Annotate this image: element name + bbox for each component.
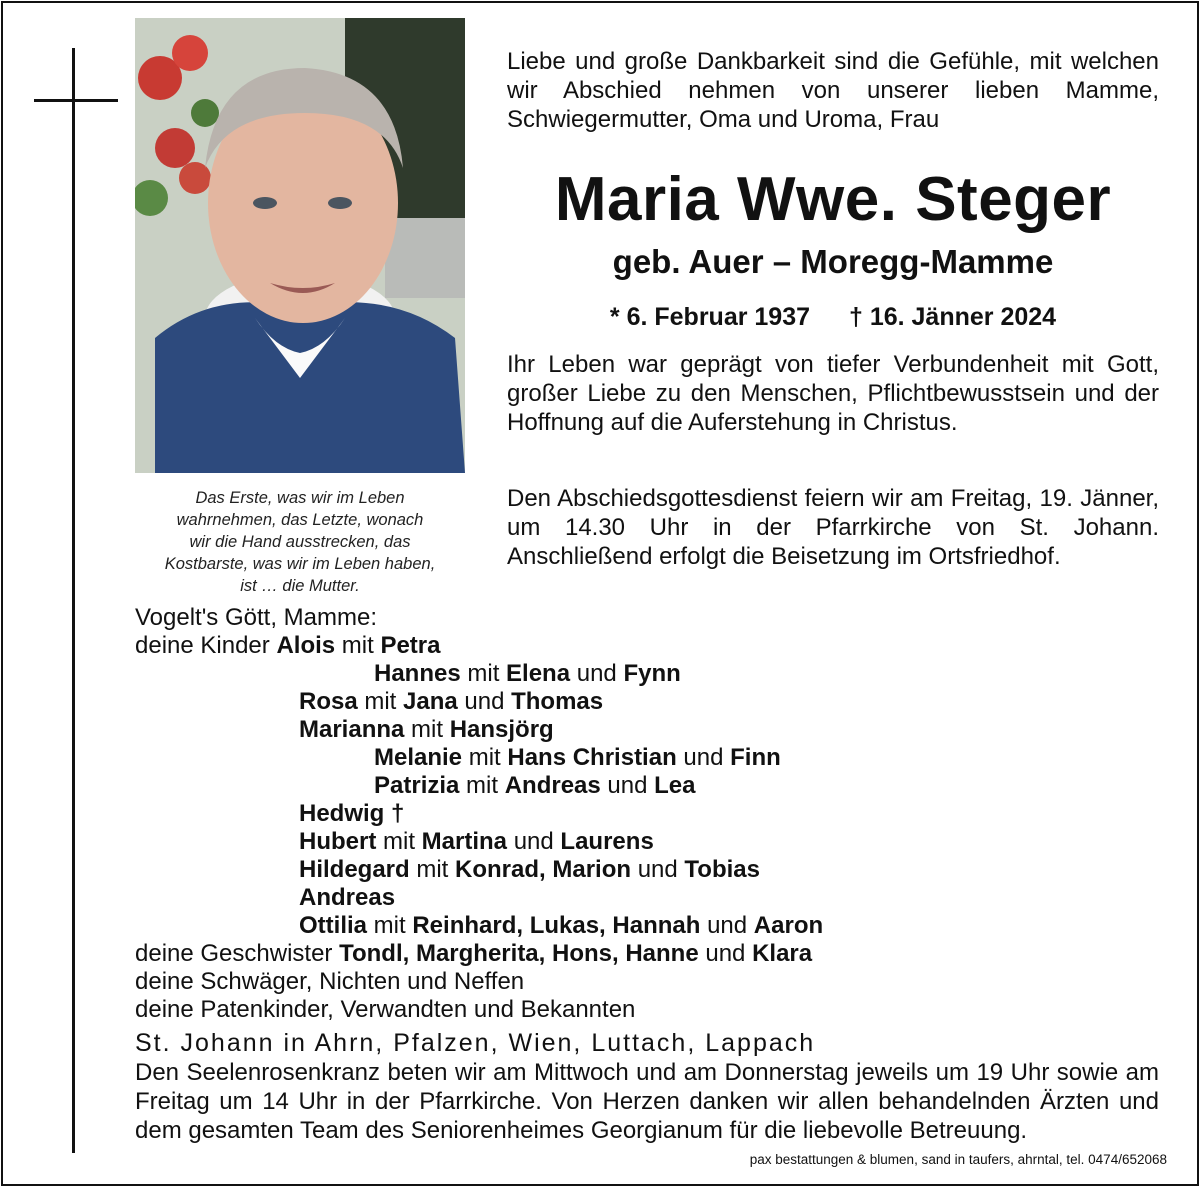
family-name: Tobias xyxy=(684,856,760,883)
family-text: mit xyxy=(335,632,381,659)
cross-icon-vertical xyxy=(72,48,75,1153)
family-text: deine Schwäger, Nichten und Neffen xyxy=(135,968,525,995)
family-text: mit xyxy=(357,688,404,715)
family-text: mit xyxy=(367,912,413,939)
family-name: Marianna xyxy=(299,716,405,743)
family-text: und xyxy=(600,772,655,799)
family-name: Jana xyxy=(403,688,458,715)
family-line xyxy=(135,632,441,660)
family-name: Tondl, Margherita, Hons, Hanne xyxy=(339,940,699,967)
intro-text: Liebe und große Dankbarkeit sind die Gefühle, mit welchen wir Abschied nehmen von unserer lieben Mamme, Schwiegermutter, Oma und Uroma, Frau xyxy=(507,48,1159,133)
family-line xyxy=(299,856,760,884)
family-text: und xyxy=(631,856,685,883)
family-text: und xyxy=(676,744,731,771)
family-text: mit xyxy=(462,744,508,771)
family-line xyxy=(135,996,635,1024)
family-name: Konrad, Marion xyxy=(455,856,632,883)
family-line xyxy=(299,828,654,856)
family-name: Petra xyxy=(380,632,441,659)
life-paragraph: Ihr Leben war geprägt von tiefer Verbundenheit mit Gott, großer Liebe zu den Menschen, Pflichtbewusstsein und der Hoffnung auf die Auferstehung in Christus. xyxy=(507,351,1159,436)
portrait-photo xyxy=(135,18,465,473)
family-name: Andreas xyxy=(299,884,396,911)
family-line xyxy=(374,660,681,688)
family-text: und xyxy=(457,688,512,715)
family-name: Hannes xyxy=(374,660,461,687)
birth-date: * 6. Februar 1937 xyxy=(609,303,811,331)
family-text: und xyxy=(698,940,753,967)
family-intro: Vogelt's Gött, Mamme: xyxy=(135,604,378,631)
caption-line: Kostbarste, was wir im Leben haben, xyxy=(164,555,436,573)
family-name: Rosa xyxy=(299,688,358,715)
family-name: Reinhard, Lukas, Hannah xyxy=(412,912,701,939)
family-line xyxy=(299,884,395,912)
closing-paragraph: Den Seelenrosenkranz beten wir am Mittwoch und am Donnerstag jeweils um 19 Uhr sowie am Freitag um 14 Uhr in der Pfarrkirche. Von Herzen danken wir allen behandelnden Ärzten und dem gesamten Team des Seniorenheimes Georgianum für die liebevolle Betreuung. xyxy=(135,1059,1159,1144)
family-line xyxy=(135,968,524,996)
family-name: Klara xyxy=(752,940,813,967)
family-name: Hansjörg xyxy=(449,716,554,743)
family-line xyxy=(135,940,812,968)
family-name: Melanie xyxy=(374,744,463,771)
family-name: Hedwig † xyxy=(299,800,405,827)
family-line xyxy=(374,772,696,800)
photo-caption xyxy=(130,487,470,597)
family-name: Alois xyxy=(276,632,336,659)
funeral-paragraph: Den Abschiedsgottesdienst feiern wir am Freitag, 19. Jänner, um 14.30 Uhr in der Pfarrkirche von St. Johann. Anschließend erfolgt die Beisetzung im Ortsfriedhof. xyxy=(507,485,1159,570)
family-text: und xyxy=(700,912,754,939)
family-text: deine Geschwister xyxy=(135,940,340,967)
family-name: Hans Christian xyxy=(507,744,677,771)
family-text: mit xyxy=(376,828,422,855)
family-name: Elena xyxy=(506,660,571,687)
family-name: Lea xyxy=(654,772,696,799)
family-text: mit xyxy=(459,772,505,799)
family-name: Ottilia xyxy=(299,912,368,939)
family-name: Fynn xyxy=(623,660,681,687)
family-line xyxy=(299,912,823,940)
family-name: Finn xyxy=(730,744,781,771)
family-name: Andreas xyxy=(504,772,601,799)
caption-line: ist … die Mutter. xyxy=(240,577,360,595)
family-text: mit xyxy=(460,660,507,687)
family-name: Martina xyxy=(421,828,508,855)
family-name: Thomas xyxy=(511,688,604,715)
family-text: deine Kinder xyxy=(135,632,277,659)
family-text: und xyxy=(570,660,624,687)
family-name: Laurens xyxy=(560,828,654,855)
family-line xyxy=(299,800,404,828)
family-name: Patrizia xyxy=(374,772,460,799)
caption-line: Das Erste, was wir im Leben xyxy=(195,489,405,507)
family-line xyxy=(299,716,554,744)
deceased-name: Maria Wwe. Steger xyxy=(554,165,1112,234)
family-name: Hildegard xyxy=(299,856,410,883)
caption-line: wir die Hand ausstrecken, das xyxy=(189,533,411,551)
family-line xyxy=(374,744,781,772)
family-text: und xyxy=(507,828,561,855)
imprint: pax bestattungen & blumen, sand in taufers, ahrntal, tel. 0474/652068 xyxy=(749,1152,1167,1167)
places-line: St. Johann in Ahrn, Pfalzen, Wien, Luttach, Lappach xyxy=(135,1029,816,1057)
caption-line: wahrnehmen, das Letzte, wonach xyxy=(176,511,424,529)
portrait-illustration xyxy=(135,18,465,473)
family-text: mit xyxy=(409,856,456,883)
family-text: deine Patenkinder, Verwandten und Bekannten xyxy=(135,996,636,1023)
family-name: Aaron xyxy=(753,912,824,939)
maiden-name: geb. Auer – Moregg-Mamme xyxy=(612,243,1054,280)
family-name: Hubert xyxy=(299,828,377,855)
family-line xyxy=(299,688,603,716)
cross-icon-horizontal xyxy=(34,99,118,102)
family-text: mit xyxy=(404,716,450,743)
life-dates xyxy=(507,300,1159,334)
death-date: † 16. Jänner 2024 xyxy=(848,303,1057,331)
